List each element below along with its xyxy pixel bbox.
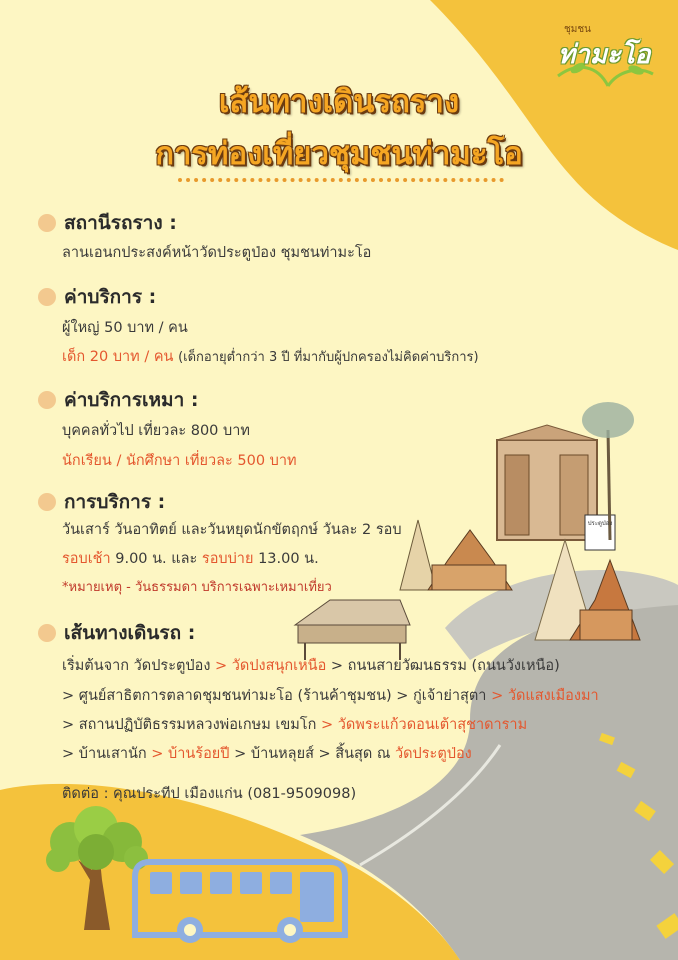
route-stop: > วัดปงสนุกเหนือ [215, 658, 327, 674]
service-times [62, 547, 319, 570]
bullet-icon [38, 391, 56, 409]
route-stop: > บ้านเสานัก [62, 746, 147, 762]
contact-info: ติดต่อ : คุณประทีป เมืองแก่น (081-9509098) [62, 786, 357, 802]
logo-text-main: ท่ามะโอ [558, 40, 651, 70]
service-days: วันเสาร์ วันอาทิตย์ และวันหยุดนักขัตฤกษ์ วันละ 2 รอบ [62, 522, 402, 538]
section-service [38, 487, 165, 517]
logo-text-small: ชุมชน [564, 24, 592, 35]
afternoon-label: รอบบ่าย [201, 551, 254, 567]
temple-ruins-illustration [497, 425, 615, 550]
route-stop: > บ้านร้อยปี [151, 746, 230, 762]
service-note: *หมายเหตุ - วันธรรมดา บริการเฉพาะเหมาเที่ยว [62, 580, 332, 595]
route-stop: > ถนนสายวัฒนธรรม (ถนนวังเหนือ) [330, 658, 560, 674]
dotted-divider [178, 178, 504, 182]
section-heading: สถานีรถราง : [64, 212, 177, 234]
route-stop: > บ้านหลุยส์ [234, 746, 314, 762]
route-stop: วัดประตูป่อง [395, 746, 472, 762]
bullet-icon [38, 214, 56, 232]
bullet-icon [38, 288, 56, 306]
section-heading: เส้นทางเดินรถ : [64, 622, 196, 644]
charter-student: นักเรียน / นักศึกษา เที่ยวละ 500 บาท [62, 453, 297, 469]
section-heading: การบริการ : [64, 491, 166, 513]
route-stop: > สิ้นสุด ณ [318, 746, 391, 762]
bullet-icon [38, 493, 56, 511]
main-title-line1: เส้นทางเดินรถราง [218, 84, 460, 120]
section-charter [38, 385, 198, 415]
charter-general: บุคคลทั่วไป เที่ยวละ 800 บาท [62, 423, 250, 439]
section-heading: ค่าบริการ : [64, 286, 157, 308]
station-location: ลานเอนกประสงค์หน้าวัดประตูป่อง ชุมชนท่ามะโอ [62, 245, 372, 261]
section-route [38, 618, 195, 648]
fee-child-note: (เด็กอายุต่ำกว่า 3 ปี ที่มากับผู้ปกครองไม่คิดค่าบริการ) [178, 350, 479, 365]
route-line-4 [62, 742, 472, 765]
section-fee [38, 282, 156, 312]
main-title-line2: การท่องเที่ยวชุมชนท่ามะโอ [155, 136, 523, 172]
morning-label: รอบเช้า [62, 551, 111, 567]
pagoda-illustration-center [400, 520, 512, 590]
fee-child: เด็ก 20 บาท / คน [62, 349, 174, 365]
route-line-3 [62, 713, 527, 736]
route-stop: > กู่เจ้าย่าสุตา [396, 688, 487, 704]
route-stop: > วัดพระแก้วดอนเต้าสุชาดาราม [320, 717, 528, 733]
section-station [38, 208, 177, 238]
route-stop: เริ่มต้นจาก วัดประตูป่อง [62, 658, 211, 674]
route-line-1 [62, 654, 560, 677]
wooden-house-illustration [295, 600, 410, 660]
route-stop: > สถานปฏิบัติธรรมหลวงพ่อเกษม เขมโก [62, 717, 317, 733]
fee-child-row [62, 345, 479, 368]
section-heading: ค่าบริการเหมา : [64, 389, 199, 411]
bullet-icon [38, 624, 56, 642]
route-line-2 [62, 684, 599, 707]
morning-time: 9.00 น. และ [115, 551, 198, 567]
route-stop: > ศูนย์สาธิตการตลาดชุมชนท่ามะโอ (ร้านค้าชุมชน) [62, 688, 392, 704]
ruins-sign-text: ประตูป่อง [587, 520, 613, 527]
route-stop: > วัดแสงเมืองมา [491, 688, 599, 704]
afternoon-time: 13.00 น. [258, 551, 319, 567]
fee-adult: ผู้ใหญ่ 50 บาท / คน [62, 320, 188, 336]
